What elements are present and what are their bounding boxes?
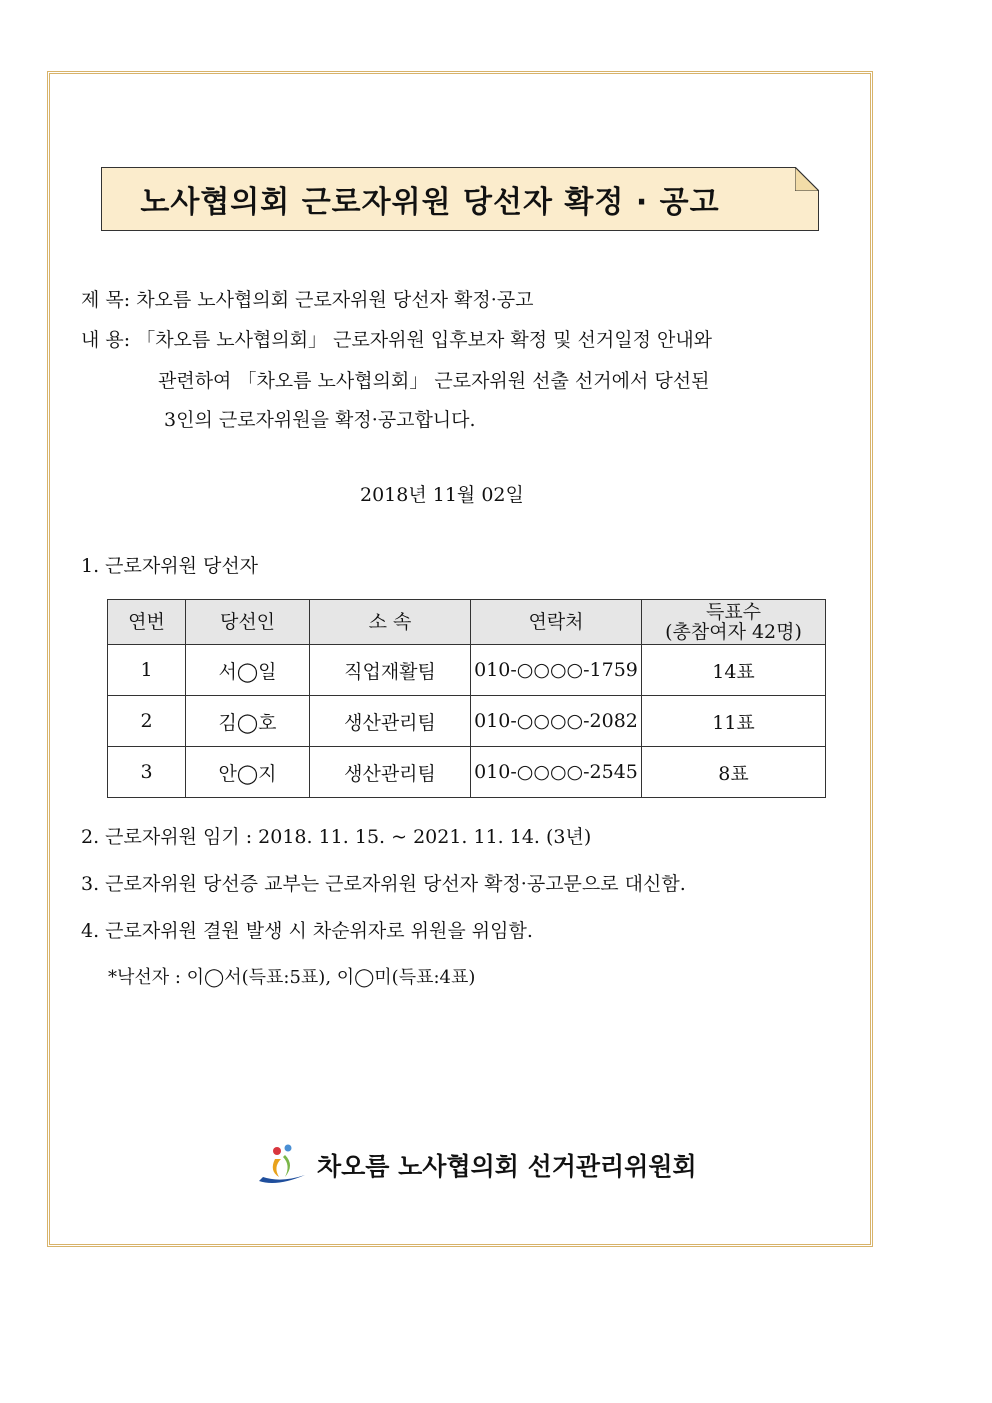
table-row — [108, 696, 826, 747]
cell-contact: 010-○○○○-2545 — [471, 747, 642, 798]
section-1-heading: 1. 근로자위원 당선자 — [81, 555, 259, 577]
winners-table — [107, 599, 826, 798]
cell-number: 2 — [108, 696, 186, 747]
section-2-term: 2. 근로자위원 임기 : 2018. 11. 15. ~ 2021. 11. 14. (3년) — [81, 826, 592, 848]
cell-department: 생산관리팀 — [310, 696, 471, 747]
notice-date: 2018년 11월 02일 — [360, 484, 524, 506]
cell-contact: 010-○○○○-1759 — [471, 645, 642, 696]
table-row — [108, 747, 826, 798]
cell-department: 생산관리팀 — [310, 747, 471, 798]
header-winner: 당선인 — [186, 600, 310, 645]
subject-line: 제 목: 차오름 노사협의회 근로자위원 당선자 확정·공고 — [81, 289, 534, 311]
cell-winner: 서◯일 — [186, 645, 310, 696]
footer-committee — [255, 1140, 697, 1190]
table-header-row — [108, 600, 826, 645]
header-contact: 연락처 — [471, 600, 642, 645]
content-line-2: 관련하여 「차오름 노사협의회」 근로자위원 선출 선거에서 당선된 — [158, 370, 710, 392]
section-3-certificate: 3. 근로자위원 당선증 교부는 근로자위원 당선자 확정·공고문으로 대신함. — [81, 873, 686, 895]
content-line-1: 내 용: 「차오름 노사협의회」 근로자위원 입후보자 확정 및 선거일정 안내와 — [81, 329, 713, 351]
header-votes — [642, 600, 826, 645]
page-title: 노사협의회 근로자위원 당선자 확정 · 공고 — [140, 185, 720, 220]
footer-text: 차오름 노사협의회 선거관리위원회 — [317, 1152, 697, 1181]
header-votes-sub: (총참여자 42명) — [665, 621, 802, 643]
cell-contact: 010-○○○○-2082 — [471, 696, 642, 747]
cell-department: 직업재활팀 — [310, 645, 471, 696]
chaoreum-logo-icon — [255, 1141, 309, 1189]
cell-votes: 8표 — [642, 747, 826, 798]
runner-up-note: *낙선자 : 이◯서(득표:5표), 이◯미(득표:4표) — [108, 967, 476, 988]
cell-winner: 김◯호 — [186, 696, 310, 747]
cell-votes: 14표 — [642, 645, 826, 696]
content-line-3: 3인의 근로자위원을 확정·공고합니다. — [164, 409, 476, 431]
section-4-vacancy: 4. 근로자위원 결원 발생 시 차순위자로 위원을 위임함. — [81, 920, 533, 942]
cell-winner: 안◯지 — [186, 747, 310, 798]
cell-number: 3 — [108, 747, 186, 798]
header-votes-label: 득표수 — [705, 601, 762, 623]
header-number: 연번 — [108, 600, 186, 645]
header-department: 소 속 — [310, 600, 471, 645]
table-row — [108, 645, 826, 696]
cell-votes: 11표 — [642, 696, 826, 747]
cell-number: 1 — [108, 645, 186, 696]
